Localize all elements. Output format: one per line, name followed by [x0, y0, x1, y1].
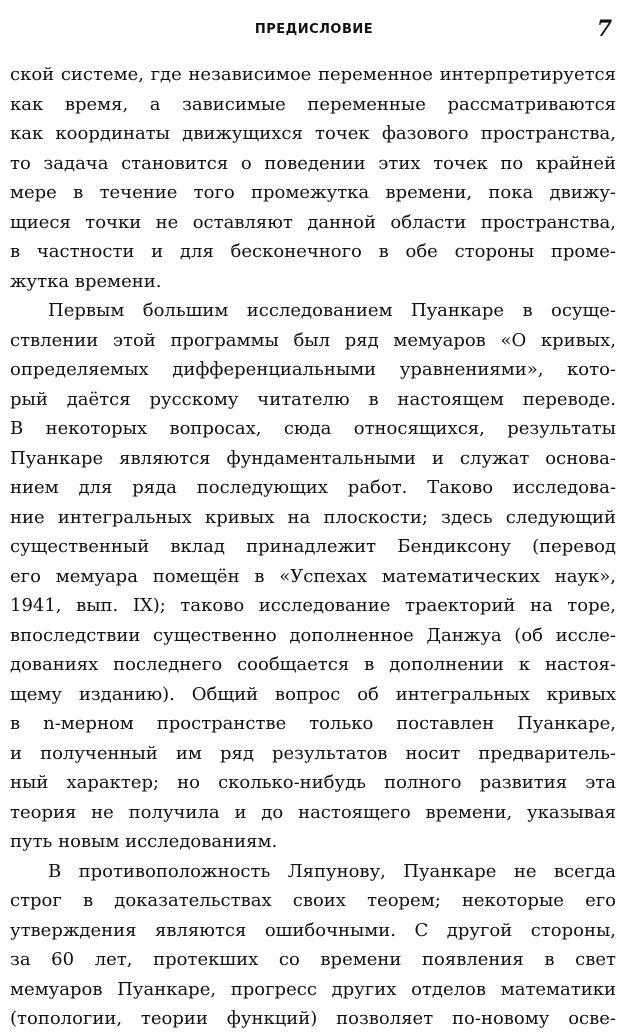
text-line: строг в доказательствах своих теорем; некоторые его [10, 890, 616, 911]
paragraph-start-line: Первым большим исследованием Пуанкаре в осуще- [48, 300, 616, 321]
text-line: в частности и для бесконечного в обе стороны проме- [10, 241, 616, 262]
text-line: определяемых дифференциальными уравнениями», кото- [10, 359, 616, 380]
text-line: щему изданию). Общий вопрос об интегральных кривых [10, 683, 616, 705]
page-number: 7 [596, 16, 612, 42]
text-line: щиеся точки не оставляют данной области пространства, [10, 211, 616, 233]
text-line: существенный вклад принадлежит Бендиксону (перевод [10, 536, 616, 557]
text-line: то задача становится о поведении этих точек по крайней [10, 152, 616, 174]
text-line: мемуаров Пуанкаре, прогресс других отделов математики [10, 978, 616, 1000]
paragraph-start-line: В противоположность Ляпунову, Пуанкаре не всегда [48, 860, 616, 882]
text-line: ской системе, где независимое переменное интерпретируется [10, 64, 616, 85]
text-line: 1941, вып. IX); таково исследование траекторий на торе, [10, 595, 616, 616]
text-line: его мемуара помещён в «Успехах математических наук», [10, 565, 616, 587]
running-title: ПРЕДИСЛОВИЕ [254, 22, 374, 37]
running-head [0, 18, 628, 46]
text-line: рый даётся русскому читателю в настоящем переводе. [10, 388, 616, 410]
body-text [10, 60, 616, 1034]
text-line: за 60 лет, протекших со времени появления в свет [10, 949, 616, 970]
text-line: ние интегральных кривых на плоскости; здесь следующий [10, 506, 616, 528]
text-line: дованиях последнего сообщается в дополнении к настоя- [10, 654, 616, 675]
text-line: В некоторых вопросах, сюда относящихся, результаты [10, 418, 616, 439]
text-line: мере в течение того промежутка времени, пока движу- [10, 182, 616, 203]
text-line: путь новым исследованиям. [10, 831, 278, 852]
text-line: ный характер; но сколько-нибудь полного развития эта [10, 772, 616, 793]
text-line: утверждения являются ошибочными. С другой стороны, [10, 919, 616, 941]
text-line: ствлении этой программы был ряд мемуаров «О кривых, [10, 329, 616, 351]
text-line: в n-мерном пространстве только поставлен Пуанкаре, [10, 713, 616, 734]
text-line: Пуанкаре являются фундаментальными и служат основа- [10, 447, 616, 469]
text-line: как координаты движущихся точек фазового пространства, [10, 123, 616, 144]
text-line: нием для ряда последующих работ. Таково исследова- [10, 477, 616, 498]
text-line: жутка времени. [10, 270, 162, 292]
text-line: как время, а зависимые переменные рассматриваются [10, 93, 616, 115]
text-line: и полученный им ряд результатов носит предваритель- [10, 742, 616, 764]
text-line: впоследствии существенно дополненное Данжуа (об иссле- [10, 624, 616, 646]
text-line: теория не получила и до настоящего времени, указывая [10, 801, 616, 823]
text-line: (топологии, теории функций) позволяет по-новому осве- [10, 1008, 616, 1029]
